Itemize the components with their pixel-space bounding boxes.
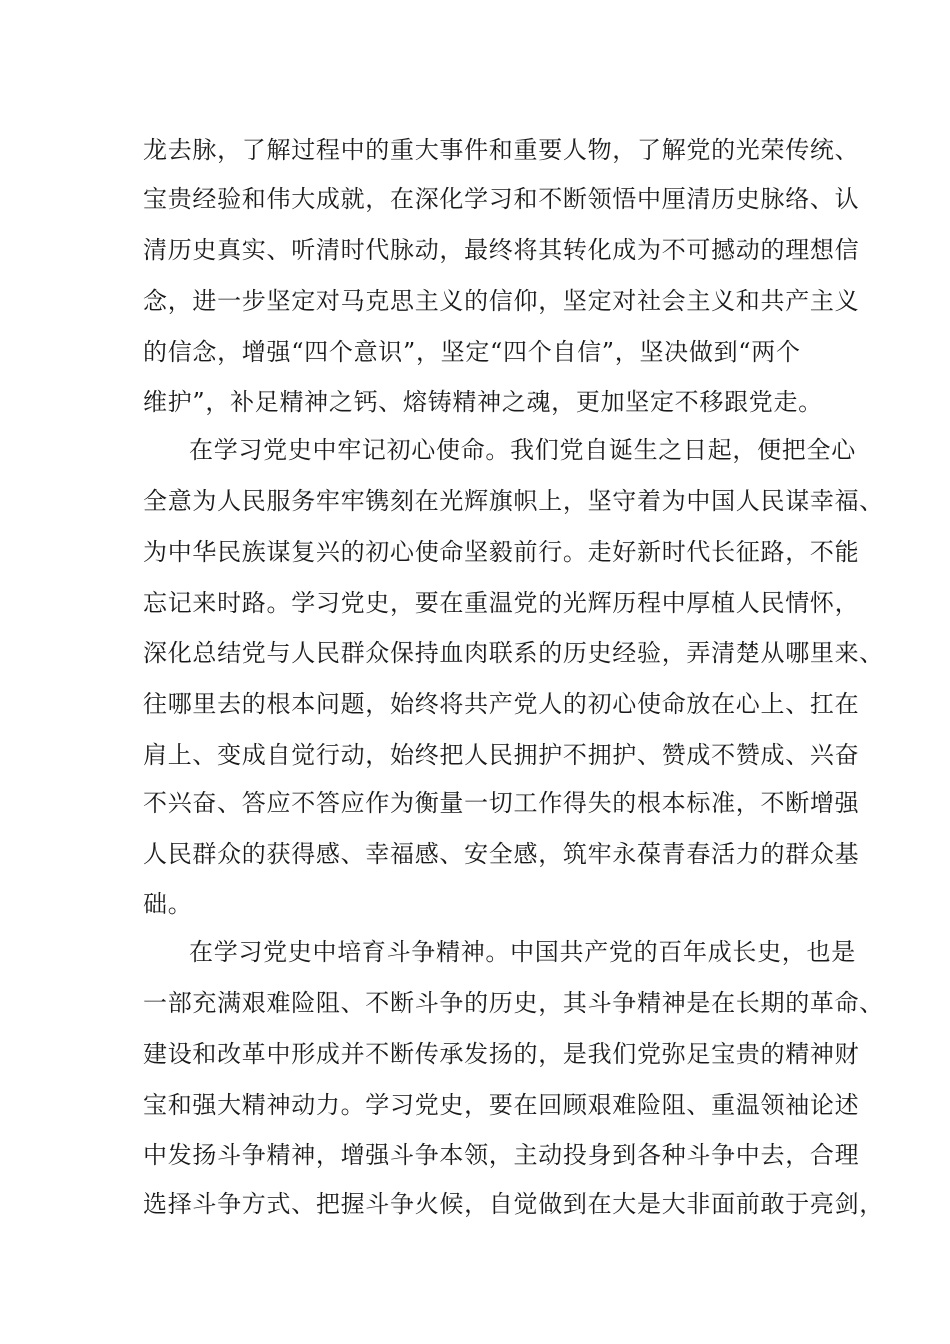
text-line: 肩上、变成自觉行动，始终把人民拥护不拥护、赞成不赞成、兴奋 (143, 741, 860, 769)
text-line: 念，进一步坚定对马克思主义的信仰，坚定对社会主义和共产主义 (143, 287, 860, 315)
text-line: 础。 (143, 890, 193, 918)
text-line: 清历史真实、听清时代脉动，最终将其转化成为不可撼动的理想信 (143, 236, 860, 264)
text-line: 龙去脉，了解过程中的重大事件和重要人物，了解党的光荣传统、 (143, 136, 860, 164)
text-line: 建设和改革中形成并不断传承发扬的，是我们党弥足宝贵的精神财 (143, 1040, 860, 1068)
text-line: 为中华民族谋复兴的初心使命坚毅前行。走好新时代长征路，不能 (143, 538, 860, 566)
text-line: 一部充满艰难险阻、不断斗争的历史，其斗争精神是在长期的革命、 (143, 989, 884, 1017)
text-line: 忘记来时路。学习党史，要在重温党的光辉历程中厚植人民情怀， (143, 589, 860, 617)
text-line: 全意为人民服务牢牢镌刻在光辉旗帜上，坚守着为中国人民谋幸福、 (143, 487, 884, 515)
text-line: 不兴奋、答应不答应作为衡量一切工作得失的根本标准，不断增强 (143, 789, 860, 817)
text-line: 中发扬斗争精神，增强斗争本领，主动投身到各种斗争中去，合理 (143, 1141, 860, 1169)
text-line: 深化总结党与人民群众保持血肉联系的历史经验，弄清楚从哪里来、 (143, 639, 884, 667)
text-line: 宝和强大精神动力。学习党史，要在回顾艰难险阻、重温领袖论述 (143, 1091, 860, 1119)
text-line: 人民群众的获得感、幸福感、安全感，筑牢永葆青春活力的群众基 (143, 840, 860, 868)
text-line: 的信念，增强“四个意识”，坚定“四个自信”，坚决做到“两个 (143, 338, 801, 366)
paragraph-first-line: 在学习党史中牢记初心使命。我们党自诞生之日起，便把全心 (189, 436, 856, 464)
text-line: 往哪里去的根本问题，始终将共产党人的初心使命放在心上、扛在 (143, 690, 860, 718)
text-line: 维护”，补足精神之钙、熔铸精神之魂，更加坚定不移跟党走。 (143, 388, 823, 416)
text-line: 选择斗争方式、把握斗争火候，自觉做到在大是大非面前敢于亮剑， (143, 1190, 884, 1218)
text-line: 宝贵经验和伟大成就，在深化学习和不断领悟中厘清历史脉络、认 (143, 185, 860, 213)
paragraph-first-line: 在学习党史中培育斗争精神。中国共产党的百年成长史，也是 (189, 938, 856, 966)
